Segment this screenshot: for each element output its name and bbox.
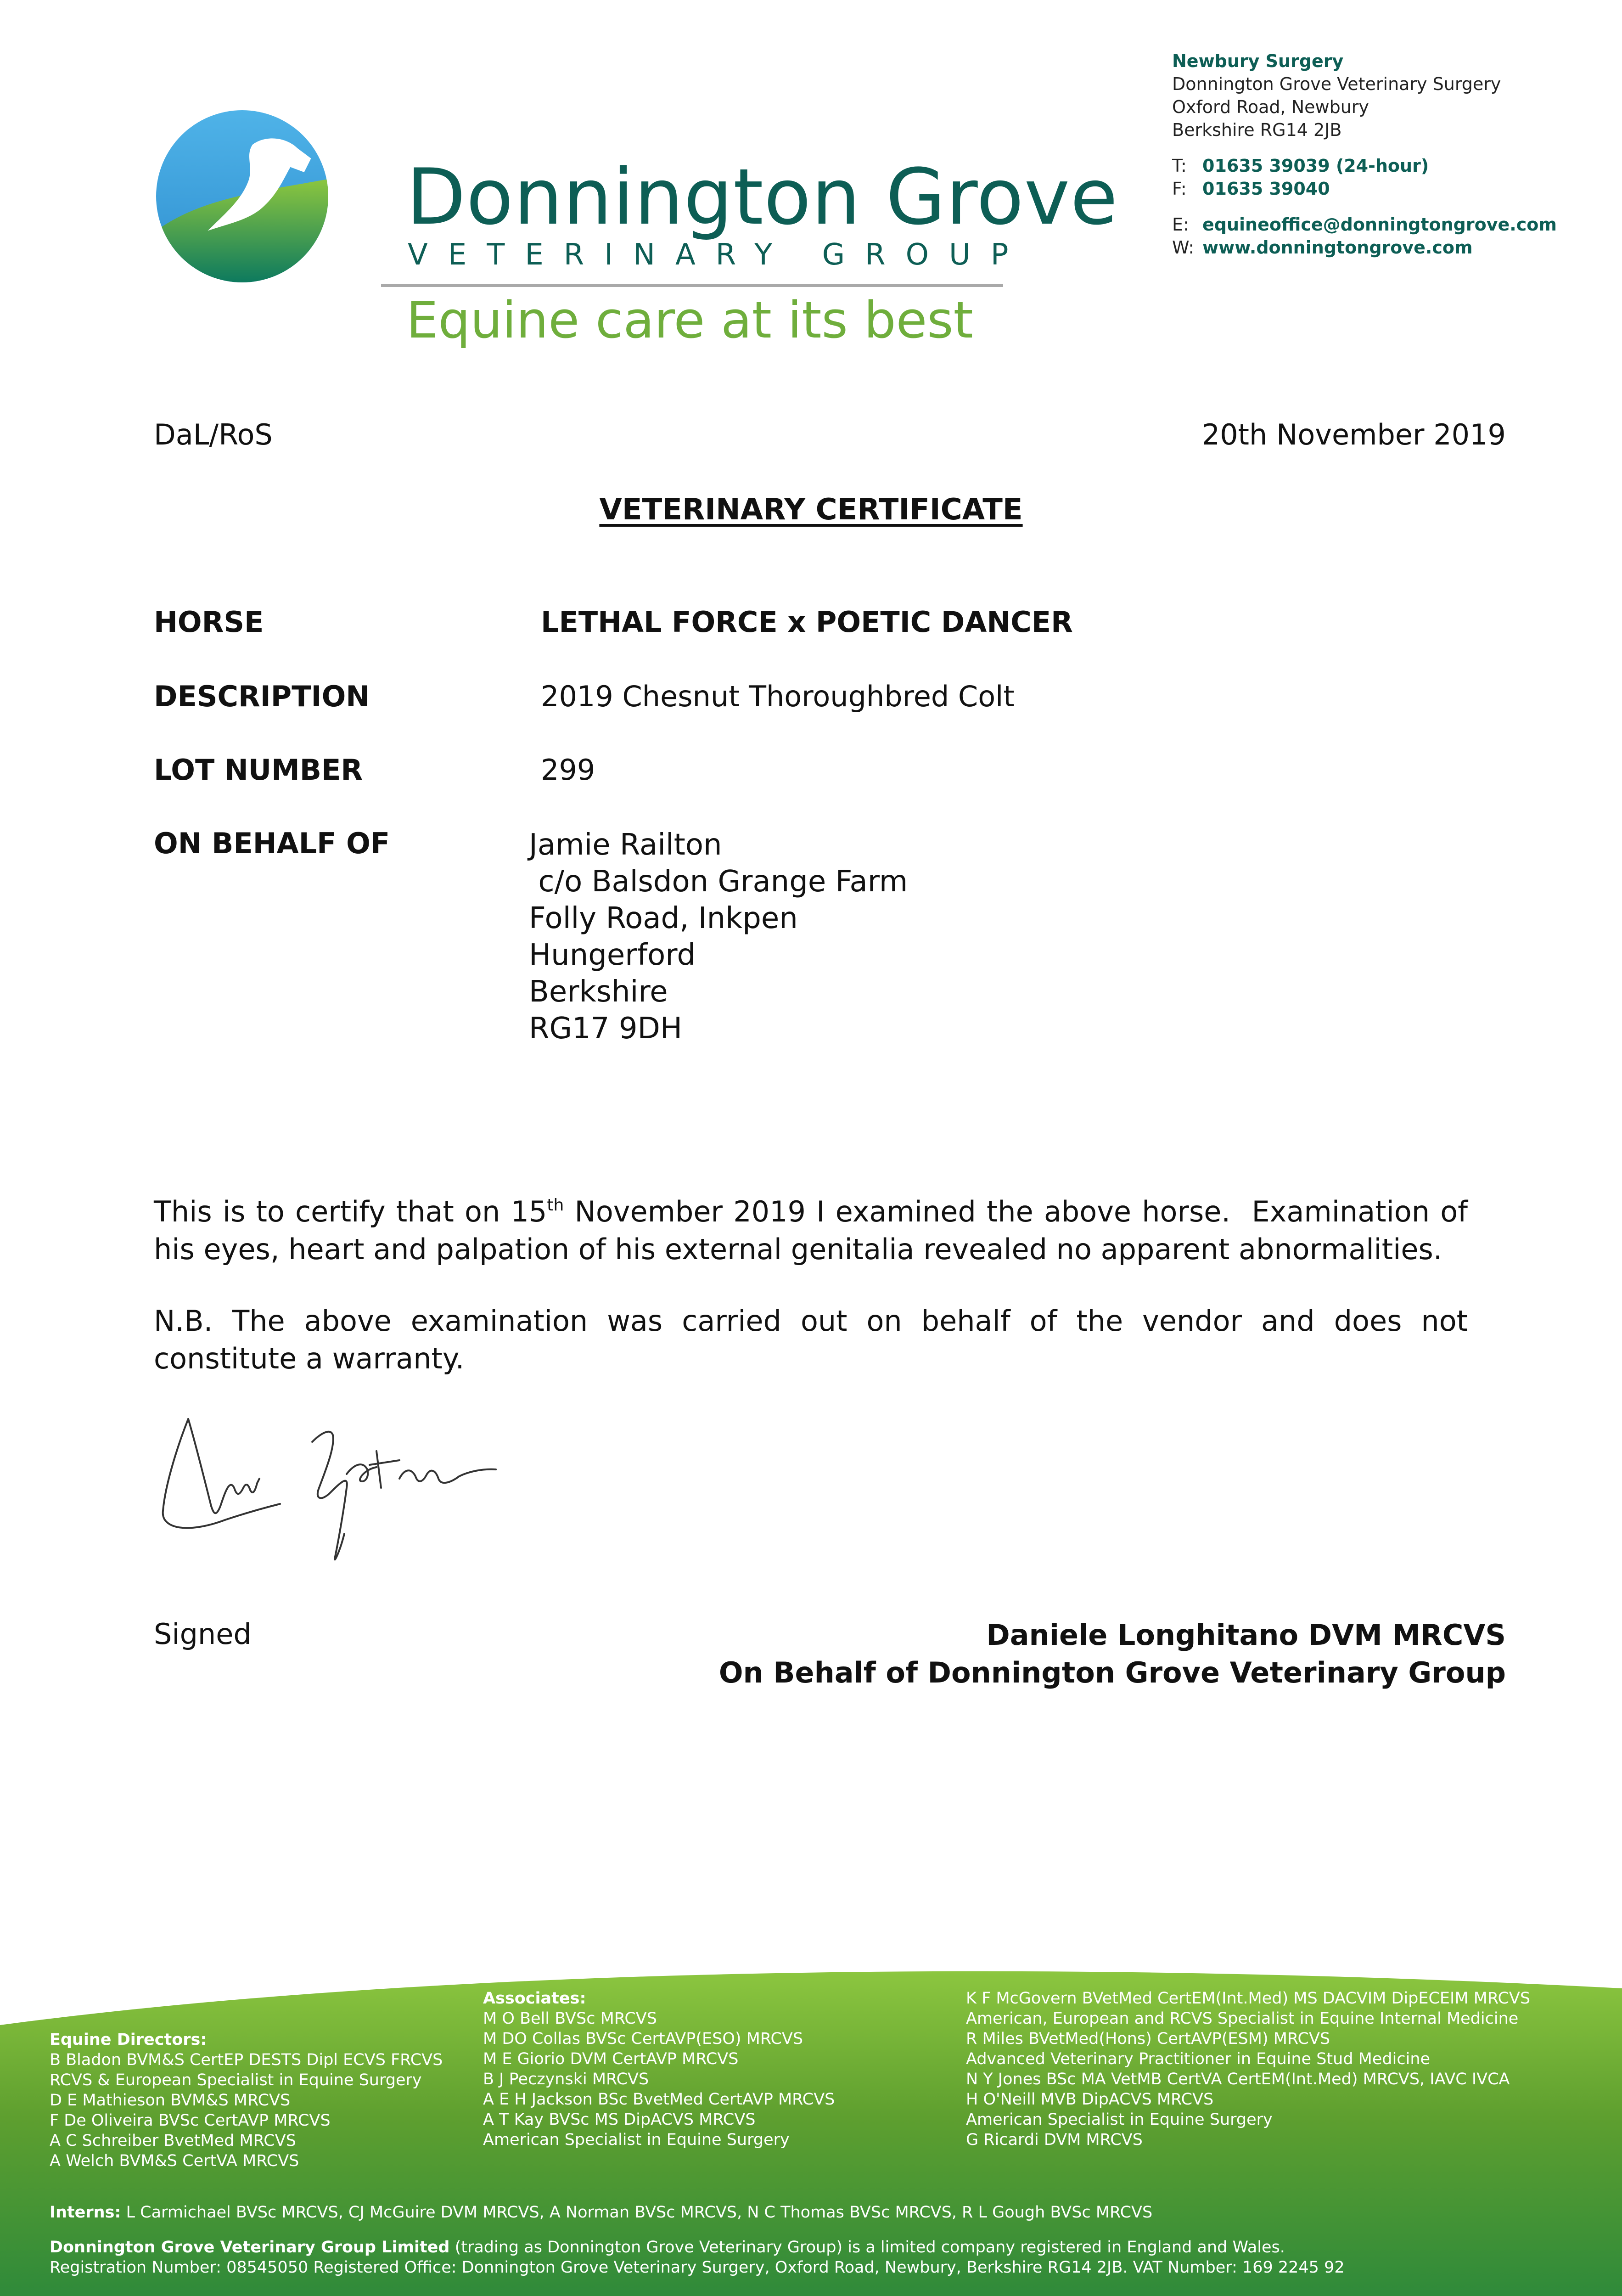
- surgery-name: Newbury Surgery: [1172, 51, 1344, 71]
- on-behalf-label: ON BEHALF OF: [154, 827, 390, 860]
- brand-subtitle: VETERINARY GROUP: [408, 238, 1029, 272]
- directors-column: [50, 2030, 443, 2171]
- owner-address: [529, 827, 908, 1047]
- cert-superscript: th: [547, 1196, 564, 1215]
- address-line: RG17 9DH: [529, 1012, 682, 1046]
- email-label: E:: [1172, 214, 1189, 235]
- director-line: A Welch BVM&S CertVA MRCVS: [50, 2152, 299, 2170]
- brand-divider: [381, 284, 1003, 287]
- contact-block: [1172, 50, 1557, 259]
- associate-line: M E Giorio DVM CertAVP MRCVS: [483, 2050, 739, 2068]
- certificate-title-text: VETERINARY CERTIFICATE: [599, 493, 1023, 527]
- certificate-title: [0, 493, 1622, 527]
- handwritten-signature: [161, 1414, 542, 1570]
- certification-paragraph: [154, 1193, 1477, 1268]
- associate-line: K F McGovern BVetMed CertEM(Int.Med) MS DACVIM DipECEIM MRCVS: [966, 1989, 1531, 2008]
- associate-line: G Ricardi DVM MRCVS: [966, 2131, 1143, 2149]
- brand-tagline: Equine care at its best: [406, 291, 973, 349]
- associate-line: H O'Neill MVB DipACVS MRCVS: [966, 2090, 1214, 2109]
- horse-value: LETHAL FORCE x POETIC DANCER: [541, 605, 1073, 639]
- company-name: Donnington Grove Veterinary Group Limited: [50, 2238, 450, 2257]
- address-line: c/o Balsdon Grange Farm: [529, 865, 908, 899]
- director-line: B Bladon BVM&S CertEP DESTS Dipl ECVS FRCVS: [50, 2051, 443, 2069]
- warranty-note: N.B. The above examination was carried out on behalf of the vendor and does not constitute a warranty.: [154, 1304, 1468, 1375]
- web-label: W:: [1172, 237, 1195, 258]
- signer-name: Daniele Longhitano DVM MRCVS: [986, 1618, 1506, 1652]
- fax-label: F:: [1172, 179, 1187, 199]
- associate-line: Advanced Veterinary Practitioner in Equine Stud Medicine: [966, 2050, 1431, 2068]
- cert-text-start: This is to certify that on 15: [154, 1195, 547, 1228]
- address-line: Berkshire RG14 2JB: [1172, 120, 1342, 140]
- director-line: A C Schreiber BvetMed MRCVS: [50, 2132, 296, 2150]
- director-line: F De Oliveira BVSc CertAVP MRCVS: [50, 2111, 331, 2130]
- associate-line: M O Bell BVSc MRCVS: [483, 2009, 657, 2028]
- associates-column: [483, 1988, 835, 2150]
- address-line: Donnington Grove Veterinary Surgery: [1172, 74, 1501, 94]
- logo-emblem: [156, 110, 328, 282]
- associate-line: R Miles BVetMed(Hons) CertAVP(ESM) MRCVS: [966, 2030, 1330, 2048]
- registration-details: Registration Number: 08545050 Registered Office: Donnington Grove Veterinary Surgery, Oxford Road, Newbury, Berkshire RG14 2JB. VAT Number: 169 2245 92: [50, 2258, 1345, 2277]
- interns-line: [50, 2202, 1152, 2223]
- directors-title: Equine Directors:: [50, 2031, 207, 2049]
- letter-reference: DaL/RoS: [154, 418, 273, 451]
- associate-line: American, European and RCVS Specialist in Equine Internal Medicine: [966, 2009, 1519, 2028]
- company-info: [50, 2237, 1345, 2278]
- director-line: RCVS & European Specialist in Equine Surgery: [50, 2071, 422, 2089]
- associate-line: A E H Jackson BSc BvetMed CertAVP MRCVS: [483, 2090, 835, 2109]
- company-description: (trading as Donnington Grove Veterinary Group) is a limited company registered in England and Wales.: [449, 2238, 1285, 2257]
- address-line: Oxford Road, Newbury: [1172, 97, 1369, 117]
- phone-label: T:: [1172, 156, 1187, 176]
- phone-number[interactable]: 01635 39039 (24-hour): [1202, 156, 1429, 176]
- interns-label: Interns:: [50, 2203, 121, 2222]
- address-line: Folly Road, Inkpen: [529, 901, 798, 935]
- description-value: 2019 Chesnut Thoroughbred Colt: [541, 680, 1015, 713]
- horse-label: HORSE: [154, 605, 264, 639]
- fax-number: 01635 39040: [1202, 179, 1330, 199]
- letter-date: 20th November 2019: [1201, 418, 1506, 451]
- associates-column-2: [966, 1988, 1530, 2150]
- description-label: DESCRIPTION: [154, 680, 370, 713]
- associate-line: American Specialist in Equine Surgery: [966, 2110, 1273, 2129]
- address-line: Jamie Railton: [529, 828, 722, 862]
- lot-number-label: LOT NUMBER: [154, 753, 363, 787]
- associates-title: Associates:: [483, 1989, 586, 2008]
- brand-name: Donnington Grove: [406, 152, 1118, 242]
- associate-line: B J Peczynski MRCVS: [483, 2070, 649, 2088]
- director-line: D E Mathieson BVM&S MRCVS: [50, 2091, 291, 2110]
- signer-organization: On Behalf of Donnington Grove Veterinary Group: [718, 1656, 1506, 1689]
- associate-line: N Y Jones BSc MA VetMB CertVA CertEM(Int.Med) MRCVS, IAVC IVCA: [966, 2070, 1510, 2088]
- address-line: Berkshire: [529, 975, 668, 1009]
- website-link[interactable]: www.donningtongrove.com: [1202, 237, 1473, 258]
- associate-line: A T Kay BVSc MS DipACVS MRCVS: [483, 2110, 756, 2129]
- lot-number-value: 299: [541, 753, 595, 787]
- address-line: Hungerford: [529, 938, 696, 972]
- associate-line: M DO Collas BVSc CertAVP(ESO) MRCVS: [483, 2030, 803, 2048]
- signer-block: [719, 1616, 1506, 1692]
- signed-label: Signed: [154, 1617, 252, 1651]
- interns-list: L Carmichael BVSc MRCVS, CJ McGuire DVM MRCVS, A Norman BVSc MRCVS, N C Thomas BVSc MRCVS, R L Gough BVSc MRCVS: [121, 2203, 1153, 2222]
- cert-text-end: November 2019 I examined the above horse. Examination of his eyes, heart and palpation of his external genitalia revealed no apparent abnormalities.: [154, 1195, 1477, 1266]
- email-link[interactable]: equineoffice@donningtongrove.com: [1202, 214, 1557, 235]
- associate-line: American Specialist in Equine Surgery: [483, 2131, 790, 2149]
